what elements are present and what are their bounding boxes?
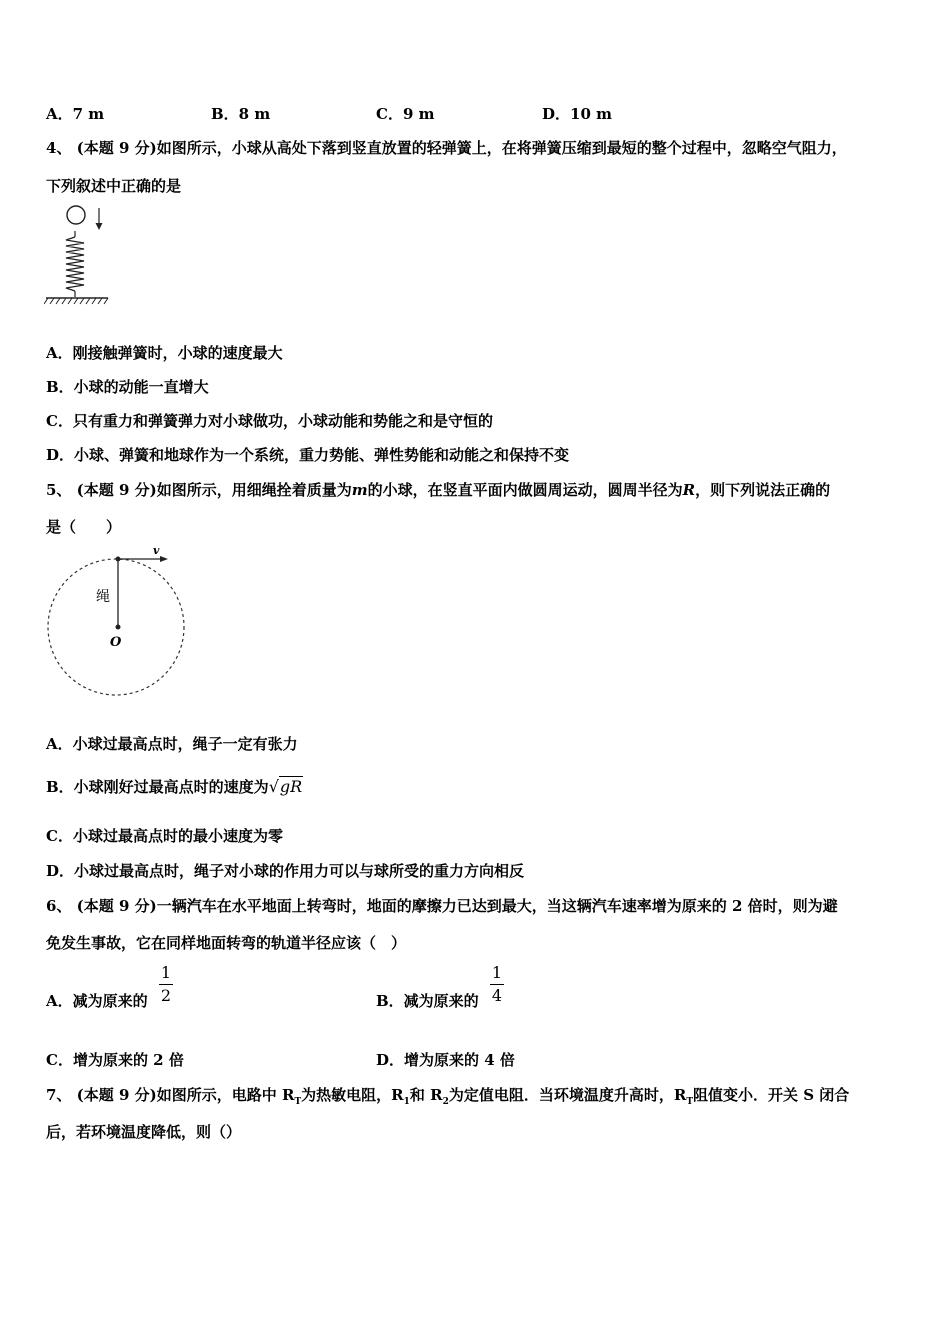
- q7-text-4: 为定值电阻．当环境温度升高时，R: [448, 1086, 687, 1104]
- q5-stem-part2: 的小球，在竖直平面内做圆周运动，圆周半径为: [367, 481, 683, 499]
- q6-stem-line2: 免发生事故，它在同样地面转弯的轨道半径应该（ ）: [46, 934, 407, 952]
- q6-stem-line1: 6、 (本题 9 分)一辆汽车在水平地面上转弯时，地面的摩擦力已达到最大，当这辆汽车速率增为原来的 2 倍时，则为避: [46, 897, 838, 915]
- q4-option-b: B．小球的动能一直增大: [46, 378, 209, 396]
- q6-option-d: D．增为原来的 4 倍: [376, 1051, 515, 1069]
- q7-text-1: 7、 (本题 9 分)如图所示，电路中 R: [46, 1086, 295, 1104]
- q5-stem-part1: 5、 (本题 9 分)如图所示，用细绳拴着质量为: [46, 481, 352, 499]
- sqrt-argument: gR: [279, 777, 303, 796]
- circular-motion-figure: [44, 545, 192, 700]
- fraction-numerator: 1: [491, 963, 503, 982]
- center-dot: [116, 625, 121, 630]
- q3-option-a: A．7 m: [46, 105, 105, 123]
- q5-option-b-text: B．小球刚好过最高点时的速度为: [46, 778, 269, 796]
- ball-icon: [67, 206, 85, 224]
- q4-stem-line1: 4、 (本题 9 分)如图所示，小球从高处下落到竖直放置的轻弹簧上，在将弹簧压缩到最短的整个过程中，忽略空气阻力，: [46, 139, 847, 157]
- q5-stem-line1: [46, 479, 830, 500]
- fall-arrow-head: [96, 223, 103, 230]
- q7-stem-line2: 后，若环境温度降低，则（）: [46, 1123, 242, 1141]
- q7-sub-2: 1: [403, 1097, 410, 1107]
- spring-coil: [66, 237, 84, 291]
- q4-stem-line2: 下列叙述中正确的是: [46, 177, 182, 195]
- q3-option-d: D．10 m: [542, 105, 612, 123]
- fraction-denominator: 4: [491, 986, 503, 1005]
- radius-symbol: R: [682, 481, 696, 499]
- fraction-denominator: 2: [160, 986, 172, 1005]
- q3-option-b: B．8 m: [211, 105, 271, 123]
- q7-text-3: 和 R: [409, 1086, 443, 1104]
- q7-text-2: 为热敏电阻，R: [301, 1086, 404, 1104]
- q7-sub-3: 2: [442, 1097, 449, 1107]
- q5-stem-line2: 是（ ）: [46, 518, 122, 536]
- sqrt-expression: √gR: [268, 777, 303, 796]
- q3-option-c: C．9 m: [376, 105, 435, 123]
- mass-symbol: m: [351, 481, 368, 499]
- center-label: O: [110, 635, 122, 650]
- fraction-numerator: 1: [160, 963, 172, 982]
- q4-option-c: C．只有重力和弹簧弹力对小球做功，小球动能和势能之和是守恒的: [46, 412, 493, 430]
- q6-option-c: C．增为原来的 2 倍: [46, 1051, 184, 1069]
- q6-option-a-fraction: [159, 964, 173, 1005]
- q5-option-a: A．小球过最高点时，绳子一定有张力: [46, 735, 298, 753]
- ball-dot: [116, 557, 121, 562]
- q5-stem-part3: ，则下列说法正确的: [695, 481, 831, 499]
- ground-hatch: [44, 298, 108, 304]
- q7-stem-line1: [46, 1084, 849, 1107]
- q6-option-b-fraction: [490, 964, 504, 1005]
- q7-sub-4: T: [686, 1097, 694, 1107]
- q5-option-c: C．小球过最高点时的最小速度为零: [46, 827, 283, 845]
- q4-option-d: D．小球、弹簧和地球作为一个系统，重力势能、弹性势能和动能之和保持不变: [46, 446, 570, 464]
- q7-sub-1: T: [294, 1097, 302, 1107]
- velocity-arrow-head: [160, 556, 168, 562]
- q7-text-5: 阻值变小．开关 S 闭合: [693, 1086, 850, 1104]
- q6-option-a-text: A．减为原来的: [46, 992, 148, 1010]
- spring-ball-figure: [44, 203, 110, 307]
- q5-option-b: [46, 776, 303, 797]
- q6-option-b-text: B．减为原来的: [376, 992, 479, 1010]
- q5-option-d: D．小球过最高点时，绳子对小球的作用力可以与球所受的重力方向相反: [46, 862, 525, 880]
- rope-label: 绳: [96, 589, 110, 605]
- velocity-label: v: [153, 545, 160, 557]
- q4-option-a: A．刚接触弹簧时，小球的速度最大: [46, 344, 283, 362]
